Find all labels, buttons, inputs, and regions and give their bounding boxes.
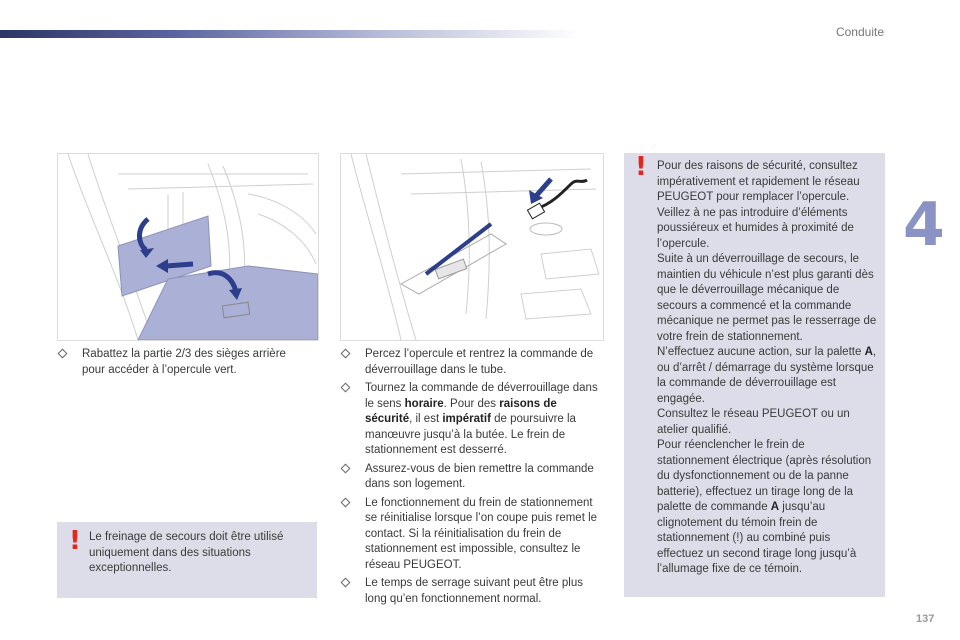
- section-title: Conduite: [835, 25, 884, 39]
- warning-box-safety: [624, 153, 885, 597]
- diamond-bullet-icon: [341, 463, 351, 473]
- warning-box-emergency-braking: ! Le freinage de secours doit être utilisé uniquement dans des situations exceptionnelles.: [57, 522, 317, 598]
- exclamation-icon: !: [69, 526, 81, 556]
- middle-instructions: [340, 347, 605, 610]
- list-item: Rabattez la partie 2/3 des sièges arrière pour accéder à l’opercule vert.: [57, 347, 302, 378]
- list-item: Le temps de serrage suivant peut être plus long qu’en fonctionnement normal.: [340, 576, 605, 607]
- list-item: Assurez-vous de bien remettre la commande dans son logement.: [340, 462, 605, 493]
- diamond-bullet-icon: [341, 578, 351, 588]
- illustration-release-tool: [340, 153, 604, 341]
- list-item: Percez l’opercule et rentrez la commande de déverrouillage dans le tube.: [340, 347, 605, 378]
- left-instructions: [57, 347, 302, 381]
- list-item: Le fonctionnement du frein de stationnement se réinitialise lorsque l’on coupe puis remet le contact. Si la réinitialisation du frein de stationnement est impossible, consultez le réseau PEUGEOT.: [340, 496, 605, 574]
- diamond-bullet-icon: [341, 383, 351, 393]
- diamond-bullet-icon: [341, 349, 351, 359]
- diamond-bullet-icon: [341, 497, 351, 507]
- illustration-fold-seat: [57, 153, 319, 341]
- exclamation-icon: !: [635, 152, 647, 182]
- chapter-number: 4: [903, 190, 945, 260]
- diamond-bullet-icon: [58, 349, 68, 359]
- straight-arrow-icon: [529, 179, 551, 204]
- warning-text: Pour des raisons de sécurité, consultez impérativement et rapidement le réseau PEUGEOT pour remplacer l’opercule. Veillez à ne pas introduire d’éléments poussiéreux et humides à proximité de l’opercule. Suite à un déverrouillage de secours, le maintien du véhicule n’est plus garanti dès que le déverrouillage mécanique de secours a commencé et la commande mécanique ne permet pas le resserrage de votre frein de stationnement. N’effectuez aucune action, sur la palette A, ou d’arrêt / démarrage du système lorsque la commande de déverrouillage est engagée. Consultez le réseau PEUGEOT ou un atelier qualifié. Pour réenclencher le frein de stationnement électrique (après résolution du dysfonctionnement ou de la panne batterie), effectuez un tirage long de la palette de commande A jusqu’au clignotement du témoin frein de stationnement (!) au combiné puis effectuez un second tirage long jusqu’à l’allumage fixe de ce témoin.: [657, 160, 877, 575]
- seat-drawing: [58, 154, 318, 340]
- page-number: 137: [916, 613, 935, 625]
- release-drawing: [341, 154, 603, 340]
- list-item: Tournez la commande de déverrouillage dans le sens horaire. Pour des raisons de sécurité, il est impératif de poursuivre la manœuvre jusqu’à la butée. Le frein de stationnement est desserré.: [340, 381, 605, 459]
- header-gradient-bar: [0, 30, 580, 38]
